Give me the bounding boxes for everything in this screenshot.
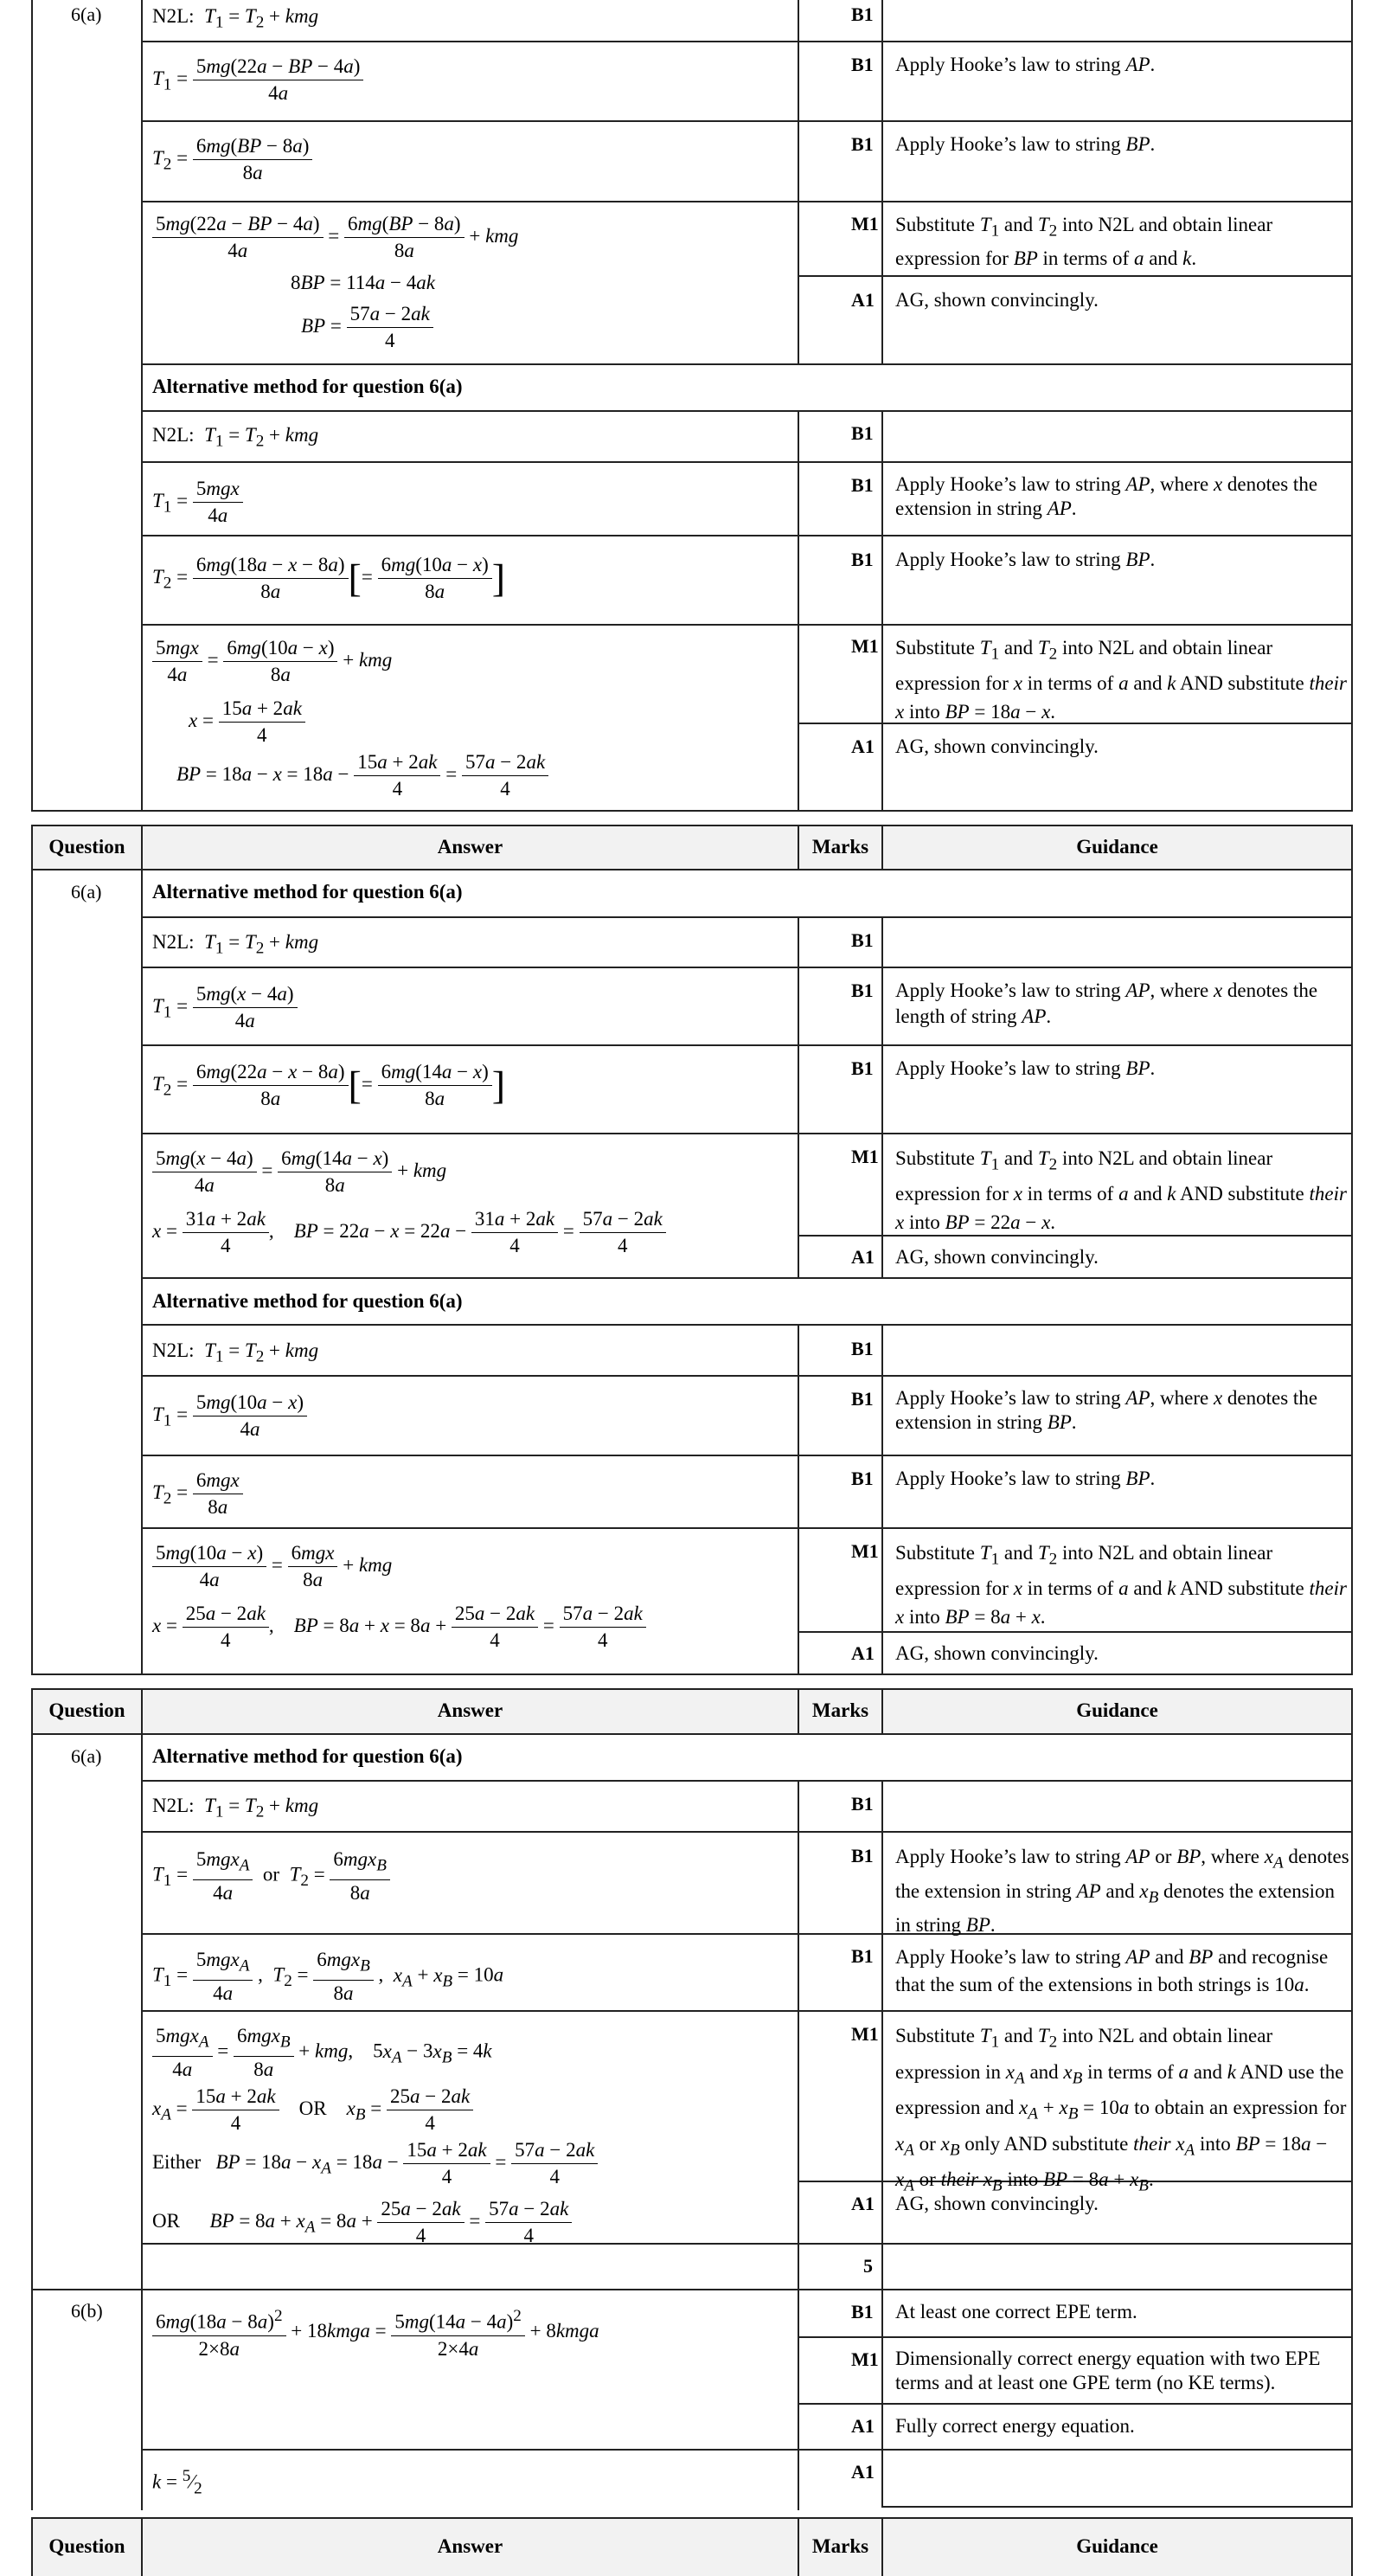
x-result: x = $\frac{15a + 2ak}{4}$ <box>189 697 305 747</box>
mark: B1 <box>851 54 874 75</box>
mark: A1 <box>851 2461 875 2483</box>
n2l-equation: N2L: $T_1 = T_2$ + kmg <box>152 424 319 451</box>
alternative-heading: Alternative method for question 6(a) <box>152 1290 463 1312</box>
mark: B1 <box>851 1468 874 1489</box>
header-answer: Answer <box>437 1699 503 1721</box>
mark: A1 <box>851 289 875 311</box>
guidance-text: AG, shown convincingly. <box>895 1246 1099 1268</box>
guidance-text: AG, shown convincingly. <box>895 289 1099 311</box>
mark: B1 <box>851 133 874 155</box>
total-marks: 5 <box>863 2255 873 2277</box>
question-number: 6(a) <box>71 3 102 25</box>
mark: A1 <box>851 1642 875 1664</box>
question-number: 6(a) <box>71 881 102 903</box>
energy-equation: $\frac{6mg(18a - 8a)^2}{2\times 8a}$ + 18kmga = $\frac{5mg(14a - 4a)^2}{2\times 4a}$ + 8kmga <box>152 2305 599 2361</box>
guidance-text: Apply Hooke’s law to string BP. <box>895 133 1156 155</box>
guidance-text: AG, shown convincingly. <box>895 736 1099 757</box>
guidance-text: Apply Hooke’s law to string BP. <box>895 549 1156 570</box>
mark: B1 <box>851 980 874 1001</box>
guidance-text: Apply Hooke’s law to string AP, where x denotes the extension in string BP. <box>895 1387 1318 1433</box>
mark: B1 <box>851 929 874 951</box>
xa-xb-result: $x_A$ = $\frac{15a + 2ak}{4}$ OR $x_B$ = $\frac{25a - 2ak}{4}$ <box>152 2085 473 2135</box>
tension-both: $T_1$ = 5mgx$_A$ 4a , $T_2$ = 6mgx$_B$ 8a , $x_A + x_B = 10a$ <box>152 1949 504 2004</box>
t1-equation: $T_1$ = $\frac{5mg(22a - BP - 4a)}{4a}$ <box>152 55 363 105</box>
mark: B1 <box>851 3 874 25</box>
mark: B1 <box>851 1388 874 1410</box>
tension-options: $T_1$ = 5mgx$_A$ 4a or $T_2$ = 6mgx$_B$ 8a <box>152 1848 390 1905</box>
mark: A1 <box>851 1246 875 1268</box>
n2l-equation: N2L: $T_1 = T_2$ + kmg <box>152 5 319 32</box>
guidance-text: Apply Hooke’s law to string AP or BP, where $x_A$ denotes the extension in string AP and $x_B$ denotes the extension in string BP. <box>895 1846 1349 1937</box>
guidance-text: AG, shown convincingly. <box>895 2193 1099 2214</box>
guidance-text: Apply Hooke’s law to string AP, where x denotes the extension in string AP. <box>895 473 1318 519</box>
bp-result: BP = $\frac{57a - 2ak}{4}$ <box>301 303 433 352</box>
mark: B1 <box>851 1793 874 1815</box>
mark: M1 <box>851 213 879 234</box>
guidance-text: Substitute $T_1$ and $T_2$ into N2L and obtain linear expression for x in terms of a and k AND substitute their x into BP = 22a − x. <box>895 1147 1347 1233</box>
n2l-substituted: $\frac{5mg(x - 4a)}{4a}$ = $\frac{6mg(14a - x)}{8a}$ + kmg <box>152 1147 446 1197</box>
mark: A1 <box>851 2193 875 2214</box>
guidance-text: AG, shown convincingly. <box>895 1642 1099 1664</box>
guidance-text: Fully correct energy equation. <box>895 2415 1135 2437</box>
mark: M1 <box>851 2023 879 2045</box>
t1-equation: $T_1$ = $\frac{5mg(10a - x)}{4a}$ <box>152 1391 307 1441</box>
header-guidance: Guidance <box>1076 1699 1158 1721</box>
n2l-equation: N2L: $T_1 = T_2$ + kmg <box>152 1339 319 1366</box>
mark: M1 <box>851 2348 879 2370</box>
n2l-substituted: $\frac{5mg(22a - BP - 4a)}{4a}$ = $\frac{6mg(BP - 8a)}{8a}$ + kmg <box>152 213 518 262</box>
alternative-heading: Alternative method for question 6(a) <box>152 376 463 397</box>
linear-bp: 8BP = 114a − 4ak <box>291 272 435 293</box>
mark: B1 <box>851 2301 874 2322</box>
mark: B1 <box>851 422 874 444</box>
t2-equation: $T_2$ = $\frac{6mg(BP - 8a)}{8a}$ <box>152 135 312 184</box>
bp-result: BP = 18a − x = 18a − $\frac{15a + 2ak}{4}$ = $\frac{57a - 2ak}{4}$ <box>176 751 548 800</box>
t1-equation: $T_1$ = $\frac{5mg(x - 4a)}{4a}$ <box>152 983 298 1032</box>
n2l-substituted: 5mgx$_A$ 4a = 6mgx$_B$ 8a + kmg, $5x_A - 3x_B = 4k$ <box>152 2025 492 2081</box>
header-guidance: Guidance <box>1076 2535 1158 2557</box>
t2-equation: $T_2$ = 6mgx 8a <box>152 1469 243 1519</box>
header-answer: Answer <box>437 836 503 858</box>
header-marks: Marks <box>811 1699 869 1721</box>
guidance-text: Apply Hooke’s law to string BP. <box>895 1057 1156 1079</box>
mark: B1 <box>851 474 874 496</box>
n2l-equation: N2L: $T_1 = T_2$ + kmg <box>152 931 319 958</box>
mark: B1 <box>851 1845 874 1866</box>
header-marks: Marks <box>811 2535 869 2557</box>
bp-or: OR BP = $8a + x_A = 8a$ + $\frac{25a - 2ak}{4}$ = $\frac{57a - 2ak}{4}$ <box>152 2198 572 2247</box>
header-guidance: Guidance <box>1076 836 1158 858</box>
question-number: 6(b) <box>71 2300 103 2322</box>
k-result: $k = ^5⁄_2$ <box>152 2467 202 2498</box>
x-bp-result: x = $\frac{25a - 2ak}{4}$ , BP = 8a + x = 8a + $\frac{25a - 2ak}{4}$ = $\frac{57a - 2ak}{4}$ <box>152 1603 646 1652</box>
mark: M1 <box>851 1146 879 1167</box>
guidance-text: At least one correct EPE term. <box>895 2301 1137 2322</box>
x-bp-result: x = $\frac{31a + 2ak}{4}$ , BP = 22a − x = 22a − $\frac{31a + 2ak}{4}$ = $\frac{57a - 2ak}{4}$ <box>152 1208 666 1257</box>
alternative-heading: Alternative method for question 6(a) <box>152 1745 463 1767</box>
t2-equation: $T_2$ = $\frac{6mg(18a - x - 8a)}{8a}$ [= $\frac{6mg(10a - x)}{8a}$ ] <box>152 554 506 602</box>
header-answer: Answer <box>437 2535 503 2557</box>
header-question: Question <box>48 1699 125 1721</box>
question-number: 6(a) <box>71 1745 102 1767</box>
mark: B1 <box>851 549 874 570</box>
guidance-text: Apply Hooke’s law to string AP and BP and recognise that the sum of the extensions in both strings is 10a. <box>895 1946 1329 1995</box>
mark: B1 <box>851 1945 874 1967</box>
guidance-text: Apply Hooke’s law to string AP, where x denotes the length of string AP. <box>895 980 1318 1027</box>
t1-equation: $T_1$ = 5mgx 4a <box>152 478 243 527</box>
mark: A1 <box>851 736 875 757</box>
mark: M1 <box>851 1540 879 1562</box>
guidance-text: Substitute $T_1$ and $T_2$ into N2L and obtain linear expression in $x_A$ and $x_B$ in terms of a and k AND use the expression and $x_A + x_B = 10a$ to obtain an expression for $x_A$ or $x_B$ only AND substitute their $x_A$ into BP = $18a - x_A$ or their $x_B$ into BP = $8a + x_B$. <box>895 2025 1347 2195</box>
bp-either: Either BP = $18a - x_A = 18a$ − $\frac{15a + 2ak}{4}$ = $\frac{57a - 2ak}{4}$ <box>152 2139 598 2188</box>
guidance-text: Substitute $T_1$ and $T_2$ into N2L and obtain linear expression for x in terms of a and k AND substitute their x into BP = 18a − x. <box>895 637 1347 723</box>
guidance-text: Apply Hooke’s law to string BP. <box>895 1468 1156 1489</box>
n2l-equation: N2L: $T_1 = T_2$ + kmg <box>152 1795 319 1821</box>
mark: A1 <box>851 2415 875 2437</box>
alternative-heading: Alternative method for question 6(a) <box>152 881 463 903</box>
guidance-text: Substitute $T_1$ and $T_2$ into N2L and obtain linear expression for x in terms of a and k AND substitute their x into BP = 8a + x. <box>895 1542 1347 1628</box>
header-question: Question <box>48 836 125 858</box>
header-marks: Marks <box>811 836 869 858</box>
mark: B1 <box>851 1057 874 1079</box>
guidance-text: Dimensionally correct energy equation with two EPE terms and at least one GPE term (no KE terms). <box>895 2348 1321 2393</box>
mark: B1 <box>851 1338 874 1359</box>
guidance-text: Apply Hooke’s law to string AP. <box>895 54 1156 75</box>
n2l-substituted: 5mgx 4a = $\frac{6mg(10a - x)}{8a}$ + kmg <box>152 637 392 686</box>
t2-equation: $T_2$ = $\frac{6mg(22a - x - 8a)}{8a}$ [= $\frac{6mg(14a - x)}{8a}$ ] <box>152 1061 506 1109</box>
guidance-text: Substitute $T_1$ and $T_2$ into N2L and obtain linear expression for BP in terms of a and k. <box>895 214 1273 269</box>
mark: M1 <box>851 635 879 657</box>
n2l-substituted: $\frac{5mg(10a - x)}{4a}$ = 6mgx 8a + kmg <box>152 1542 392 1591</box>
header-question: Question <box>48 2535 125 2557</box>
